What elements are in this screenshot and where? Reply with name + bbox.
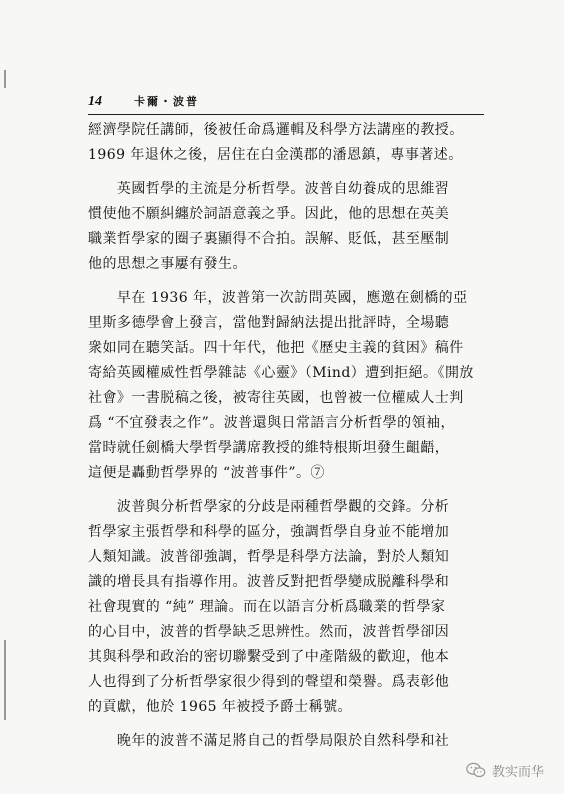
text-line: 晚年的波普不滿足將自己的哲學局限於自然科學和社 [88,733,450,749]
paragraph [88,286,488,486]
text-line: 1969 年退休之後，居住在白金漢郡的潘恩鎮，專事著述。 [88,147,463,163]
text-line: 哲學家主張哲學和科學的區分，強調哲學自身並不能增加 [88,524,450,540]
text-line: 的心目中，波普的哲學缺乏思辨性。然而，波普哲學卻因 [88,624,450,640]
watermark-text: 教实而华 [491,765,544,780]
text-line: 寄給英國權威性哲學雜誌《心靈》（Mind）遭到拒絕。《開放 [88,365,474,381]
text-line: 波普與分析哲學家的分歧是兩種哲學觀的交鋒。分析 [88,499,450,515]
text-line: 爲 “不宜發表之作”。波普還與日常語言分析哲學的領袖， [88,415,455,431]
text-line: 里斯多德學會上發言，當他對歸納法提出批評時，全場聽 [88,315,450,331]
text-line: 人類知識。波普卻強調，哲學是科學方法論，對於人類知 [88,549,450,565]
text-line: 識的增長具有指導作用。波普反對把哲學變成脱離科學和 [88,574,450,590]
text-line: 這便是轟動哲學界的 “波普事件”。⑦ [88,465,325,481]
text-line: 慣使他不願糾纏於詞語意義之爭。因此，他的思想在英美 [88,206,450,222]
text-line: 的貢獻，他於 1965 年被授予爵士稱號。 [88,699,352,715]
text-line: 社會現實的 “純” 理論。而在以語言分析爲職業的哲學家 [88,599,446,615]
page-number: 14 [88,94,102,109]
text-line: 人也得到了分析哲學家很少得到的聲望和榮譽。爲表彰他 [88,674,450,690]
text-line: 職業哲學家的圈子裏顯得不合拍。誤解、貶低，甚至壓制 [88,231,450,247]
text-line: 他的思想之事屢有發生。 [88,256,247,272]
scan-mark-top [4,70,6,88]
paragraph [88,177,488,277]
paragraph [88,495,488,720]
text-line: 經濟學院任講師，後被任命爲邏輯及科學方法講座的教授。 [88,122,464,138]
text-line: 社會》一書脱稿之後，被寄往英國，也曾被一位權威人士判 [88,390,464,406]
text-line: 其與科學和政治的密切聯繫受到了中產階級的歡迎，他本 [88,649,450,665]
text-line: 英國哲學的主流是分析哲學。波普自幼養成的思維習 [88,181,450,197]
paragraph [88,118,488,168]
body-text [88,118,488,754]
text-line: 衆如同在聽笑話。四十年代，他把《歷史主義的貧困》稿件 [88,340,464,356]
paragraph [88,729,488,754]
running-head: 卡爾・波普 [134,95,199,108]
wechat-icon [466,762,486,779]
scan-mark-bottom [4,640,6,720]
text-line: 當時就任劍橋大學哲學講席教授的維特根斯坦發生齟齬， [88,440,450,456]
watermark [466,761,544,780]
page-header [88,92,484,115]
text-line: 早在 1936 年，波普第一次訪問英國，應邀在劍橋的亞 [88,290,468,306]
